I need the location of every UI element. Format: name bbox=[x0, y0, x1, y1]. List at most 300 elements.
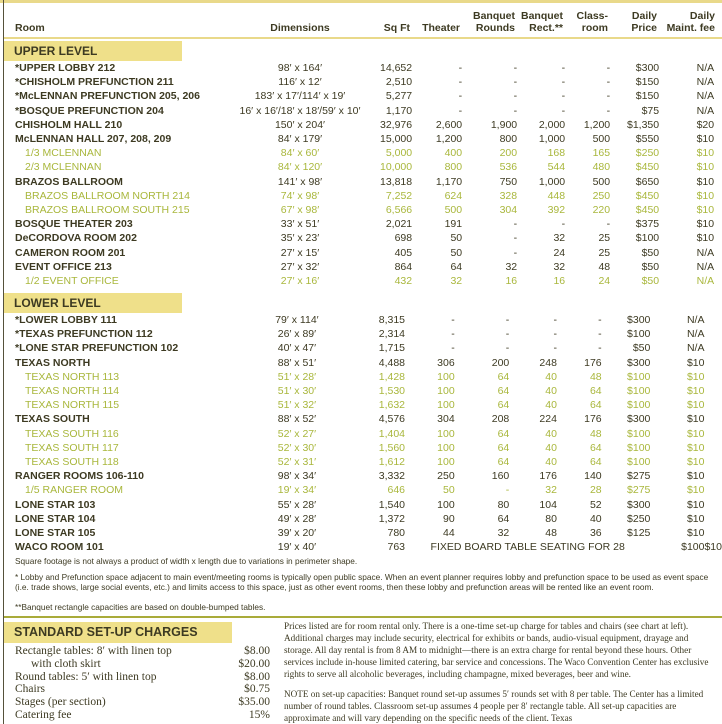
room-name: LONE STAR 105 bbox=[15, 527, 96, 540]
room-sqft: 7,252 bbox=[385, 189, 413, 202]
charge-price: $0.75 bbox=[244, 683, 270, 696]
room-name: BRAZOS BALLROOM SOUTH 215 bbox=[25, 204, 190, 217]
banquet-rounds-capacity: 64 bbox=[497, 441, 510, 454]
banquet-rect-capacity: 32 bbox=[553, 260, 566, 273]
banquet-rect-capacity: - bbox=[561, 218, 566, 231]
note-banquet: **Banquet rectangle capacities are based on double-bumped tables. bbox=[15, 602, 266, 612]
charge-label: Catering fee bbox=[15, 708, 72, 721]
room-sqft: 2,314 bbox=[378, 328, 406, 341]
room-row bbox=[15, 313, 722, 327]
theater-capacity: - bbox=[458, 62, 463, 74]
classroom-capacity: 480 bbox=[592, 161, 611, 174]
room-dimensions: 40′ x 47′ bbox=[277, 342, 317, 355]
banquet-rounds-capacity: - bbox=[513, 246, 518, 259]
room-dimensions: 98′ x 34′ bbox=[277, 470, 317, 483]
charge-label: Stages (per section) bbox=[15, 696, 106, 709]
room-row bbox=[15, 540, 722, 554]
room-dimensions: 84′ x 120′ bbox=[277, 161, 323, 174]
room-name: *CHISHOLM PREFUNCTION 211 bbox=[15, 76, 174, 89]
section-divider bbox=[4, 616, 722, 618]
table-header bbox=[0, 6, 722, 34]
daily-price: $50 bbox=[641, 275, 660, 288]
room-name: TEXAS SOUTH bbox=[15, 413, 90, 426]
daily-maint-fee: $10 bbox=[686, 498, 705, 511]
classroom-capacity: 176 bbox=[584, 413, 602, 426]
theater-capacity: 250 bbox=[437, 470, 455, 483]
room-row bbox=[15, 75, 714, 89]
banquet-rect-capacity: 1,000 bbox=[538, 133, 566, 146]
classroom-capacity: - bbox=[606, 76, 611, 89]
daily-price: $100 bbox=[627, 328, 651, 341]
classroom-capacity: 25 bbox=[598, 232, 611, 245]
daily-price: $50 bbox=[641, 246, 660, 259]
daily-maint-fee: N/A bbox=[686, 328, 705, 341]
room-sqft: 15,000 bbox=[380, 133, 413, 146]
room-row bbox=[15, 327, 722, 341]
theater-capacity: 100 bbox=[437, 385, 455, 398]
banquet-rounds-capacity: - bbox=[505, 484, 510, 497]
daily-maint-fee: $10 bbox=[696, 175, 715, 188]
room-dimensions: 88′ x 52′ bbox=[277, 413, 317, 426]
room-name: RANGER ROOMS 106-110 bbox=[15, 470, 144, 483]
room-dimensions: 16′ x 16′/18′ x 18′/59′ x 10′ bbox=[239, 104, 361, 117]
room-row bbox=[15, 217, 714, 231]
room-sqft: 405 bbox=[394, 246, 413, 259]
classroom-capacity: 48 bbox=[598, 260, 611, 273]
daily-maint-fee: $10 bbox=[704, 541, 722, 554]
theater-capacity: 50 bbox=[450, 232, 463, 245]
classroom-capacity: 64 bbox=[589, 456, 602, 469]
room-dimensions: 39′ x 20′ bbox=[277, 527, 317, 540]
theater-capacity: 50 bbox=[450, 246, 463, 259]
theater-capacity: 1,170 bbox=[435, 175, 463, 188]
daily-maint-fee: $10 bbox=[696, 133, 715, 146]
daily-maint-fee: $10 bbox=[696, 147, 715, 160]
theater-capacity: 100 bbox=[437, 456, 455, 469]
classroom-capacity: - bbox=[606, 218, 611, 231]
daily-maint-fee: N/A bbox=[686, 314, 705, 326]
classroom-capacity: 500 bbox=[592, 133, 611, 146]
room-dimensions: 141′ x 98′ bbox=[277, 175, 323, 188]
room-dimensions: 150′ x 204′ bbox=[274, 118, 326, 131]
room-row bbox=[15, 260, 714, 274]
col-theater: Theater bbox=[422, 22, 460, 34]
room-sqft: 1,372 bbox=[378, 512, 406, 525]
charge-price: 15% bbox=[248, 708, 270, 721]
banquet-rounds-capacity: - bbox=[513, 218, 518, 231]
banquet-rounds-capacity: 208 bbox=[491, 413, 510, 426]
theater-capacity: 100 bbox=[437, 427, 455, 440]
room-row bbox=[15, 104, 714, 118]
classroom-capacity: 250 bbox=[592, 189, 611, 202]
room-dimensions: 52′ x 27′ bbox=[277, 427, 317, 440]
banquet-rect-capacity: 32 bbox=[545, 484, 557, 497]
daily-price: $50 bbox=[641, 260, 660, 273]
banquet-rounds-capacity: 64 bbox=[497, 385, 510, 398]
room-dimensions: 79′ x 114′ bbox=[275, 314, 319, 326]
room-sqft: 6,566 bbox=[385, 204, 413, 217]
banquet-rect-capacity: 16 bbox=[553, 275, 566, 288]
theater-capacity: 800 bbox=[444, 161, 463, 174]
room-name: TEXAS NORTH 115 bbox=[25, 399, 120, 412]
room-name: 1/3 MCLENNAN bbox=[25, 147, 102, 160]
banquet-rounds-capacity: 16 bbox=[505, 275, 518, 288]
theater-capacity: 50 bbox=[443, 484, 455, 497]
daily-price: $100 bbox=[681, 541, 705, 554]
daily-maint-fee: $10 bbox=[686, 441, 705, 454]
classroom-capacity: 64 bbox=[589, 385, 602, 398]
daily-maint-fee: N/A bbox=[696, 260, 715, 273]
daily-price: $50 bbox=[632, 342, 651, 355]
setup-charges-list bbox=[15, 645, 270, 722]
daily-maint-fee: $10 bbox=[686, 427, 705, 440]
room-dimensions: 26′ x 89′ bbox=[277, 328, 317, 341]
room-row bbox=[15, 61, 714, 75]
banquet-rect-capacity: 2,000 bbox=[538, 118, 566, 131]
banquet-rounds-capacity: 64 bbox=[497, 512, 510, 525]
theater-capacity: 500 bbox=[444, 204, 463, 217]
setup-charges-heading: STANDARD SET-UP CHARGES bbox=[4, 622, 232, 643]
room-name: *LONE STAR PREFUNCTION 102 bbox=[15, 342, 179, 355]
room-sqft: 1,560 bbox=[378, 441, 406, 454]
capacity-note: NOTE on set-up capacities: Banquet round set-up assumes 5′ rounds set with 8 per table. The Center has a limited number of round tables. Classroom set-up assumes 4 people per 8′ rectangle table. All set-up capacities are approximate and will vary depending on the specific needs of the client. Texas bbox=[284, 689, 704, 724]
banquet-rounds-capacity: 32 bbox=[497, 527, 510, 540]
daily-maint-fee: $20 bbox=[696, 118, 715, 131]
sub-room-row bbox=[15, 441, 722, 455]
banquet-rounds-capacity: - bbox=[505, 314, 510, 326]
banquet-rect-capacity: 544 bbox=[547, 161, 566, 174]
daily-price: $1,350 bbox=[627, 118, 660, 131]
banquet-rect-capacity: 104 bbox=[539, 498, 557, 511]
banquet-rounds-capacity: - bbox=[505, 328, 510, 341]
banquet-rounds-capacity: 32 bbox=[505, 260, 518, 273]
daily-price: $450 bbox=[635, 161, 660, 174]
room-row bbox=[15, 469, 722, 483]
room-name: TEXAS NORTH 113 bbox=[25, 370, 120, 383]
daily-maint-fee: N/A bbox=[696, 62, 715, 74]
banquet-rounds-capacity: - bbox=[513, 232, 518, 245]
theater-capacity: 32 bbox=[450, 275, 463, 288]
room-dimensions: 55′ x 28′ bbox=[277, 498, 317, 511]
room-name: *McLENNAN PREFUNCTION 205, 206 bbox=[15, 90, 200, 103]
daily-maint-fee: $10 bbox=[686, 370, 705, 383]
room-sqft: 32,976 bbox=[380, 118, 413, 131]
sub-room-row bbox=[15, 398, 722, 412]
classroom-capacity: - bbox=[606, 104, 611, 117]
daily-price: $100 bbox=[627, 441, 651, 454]
classroom-capacity: 64 bbox=[589, 399, 602, 412]
banquet-rounds-capacity: 64 bbox=[497, 427, 510, 440]
theater-capacity: 100 bbox=[437, 399, 455, 412]
daily-price: $300 bbox=[627, 314, 651, 326]
banquet-rounds-capacity: 750 bbox=[499, 175, 518, 188]
classroom-capacity: - bbox=[606, 90, 611, 103]
col-sqft: Sq Ft bbox=[383, 22, 410, 34]
note-sqft: Square footage is not always a product of width x length due to variations in perimeter shape. bbox=[15, 556, 358, 566]
classroom-capacity: 500 bbox=[592, 175, 611, 188]
classroom-capacity: 25 bbox=[598, 246, 611, 259]
theater-capacity: 304 bbox=[437, 413, 455, 426]
room-sqft: 763 bbox=[387, 541, 406, 554]
room-sqft: 646 bbox=[387, 484, 406, 497]
charge-label: Chairs bbox=[15, 683, 46, 696]
sub-room-row bbox=[15, 203, 714, 217]
room-sqft: 4,488 bbox=[378, 356, 406, 369]
daily-price: $300 bbox=[627, 498, 651, 511]
daily-maint-fee: $10 bbox=[686, 356, 705, 369]
room-dimensions: 49′ x 28′ bbox=[277, 512, 317, 525]
classroom-capacity: 40 bbox=[589, 512, 602, 525]
sub-room-row bbox=[15, 189, 714, 203]
charge-price: $35.00 bbox=[238, 696, 270, 709]
classroom-capacity: 28 bbox=[589, 484, 602, 497]
lower-level-heading: LOWER LEVEL bbox=[4, 293, 182, 313]
room-name: 1/2 EVENT OFFICE bbox=[25, 275, 119, 288]
setup-charge-item bbox=[15, 696, 270, 709]
room-sqft: 1,612 bbox=[378, 456, 406, 469]
theater-capacity: - bbox=[458, 76, 463, 89]
room-dimensions: 84′ x 179′ bbox=[277, 133, 323, 146]
room-dimensions: 33′ x 51′ bbox=[280, 218, 320, 231]
daily-maint-fee: N/A bbox=[696, 275, 715, 288]
room-name: *UPPER LOBBY 212 bbox=[15, 62, 116, 74]
charge-price: $8.00 bbox=[244, 645, 270, 657]
col-rect: Banquet Rect.** bbox=[521, 10, 563, 34]
room-sqft: 5,277 bbox=[385, 90, 413, 103]
banquet-rounds-capacity: - bbox=[513, 76, 518, 89]
daily-maint-fee: N/A bbox=[686, 342, 705, 355]
banquet-rect-capacity: 392 bbox=[547, 204, 566, 217]
classroom-capacity: 36 bbox=[589, 527, 602, 540]
banquet-rounds-capacity: 328 bbox=[499, 189, 518, 202]
theater-capacity: 100 bbox=[437, 498, 455, 511]
room-sqft: 1,540 bbox=[378, 498, 406, 511]
room-sqft: 432 bbox=[394, 275, 413, 288]
banquet-rect-capacity: 80 bbox=[545, 512, 557, 525]
room-dimensions: 84′ x 60′ bbox=[280, 147, 320, 160]
room-row bbox=[15, 246, 714, 260]
daily-price: $100 bbox=[627, 427, 651, 440]
daily-maint-fee: $10 bbox=[686, 527, 705, 540]
room-sqft: 2,510 bbox=[385, 76, 413, 89]
sub-room-row bbox=[15, 274, 714, 288]
banquet-rect-capacity: - bbox=[561, 104, 566, 117]
room-dimensions: 116′ x 12′ bbox=[278, 76, 322, 89]
daily-price: $275 bbox=[627, 484, 651, 497]
sub-room-row bbox=[15, 483, 722, 497]
room-row bbox=[15, 412, 722, 426]
daily-maint-fee: $10 bbox=[686, 512, 705, 525]
room-dimensions: 52′ x 30′ bbox=[277, 441, 317, 454]
classroom-capacity: 176 bbox=[584, 356, 602, 369]
upper-level-heading: UPPER LEVEL bbox=[4, 41, 182, 61]
col-classroom: Class- room bbox=[576, 10, 608, 34]
room-row bbox=[15, 498, 722, 512]
header-rule bbox=[4, 37, 722, 39]
daily-maint-fee: $10 bbox=[686, 470, 705, 483]
upper-level-table bbox=[15, 61, 714, 288]
room-dimensions: 27′ x 16′ bbox=[280, 275, 320, 288]
banquet-rect-capacity: - bbox=[553, 342, 557, 355]
theater-capacity: 90 bbox=[443, 512, 455, 525]
banquet-rounds-capacity: 304 bbox=[499, 204, 518, 217]
room-sqft: 1,170 bbox=[385, 104, 413, 117]
banquet-rounds-capacity: - bbox=[513, 104, 518, 117]
daily-maint-fee: $10 bbox=[686, 456, 705, 469]
room-dimensions: 51′ x 28′ bbox=[277, 370, 317, 383]
daily-price: $300 bbox=[635, 62, 660, 74]
daily-price: $300 bbox=[627, 413, 651, 426]
sub-room-row bbox=[15, 146, 714, 160]
daily-price: $450 bbox=[635, 204, 660, 217]
room-sqft: 3,332 bbox=[378, 470, 406, 483]
room-name: 2/3 MCLENNAN bbox=[25, 161, 102, 174]
banquet-rect-capacity: 224 bbox=[539, 413, 557, 426]
daily-maint-fee: $10 bbox=[696, 189, 715, 202]
room-name: LONE STAR 103 bbox=[15, 498, 96, 511]
theater-capacity: - bbox=[458, 104, 463, 117]
daily-price: $275 bbox=[627, 470, 651, 483]
theater-capacity: - bbox=[451, 328, 455, 341]
theater-capacity: 400 bbox=[444, 147, 463, 160]
room-sqft: 864 bbox=[394, 260, 413, 273]
banquet-rect-capacity: 40 bbox=[545, 427, 557, 440]
daily-maint-fee: $10 bbox=[686, 484, 705, 497]
room-row bbox=[15, 512, 722, 526]
banquet-rect-capacity: 40 bbox=[545, 370, 557, 383]
room-name: EVENT OFFICE 213 bbox=[15, 260, 112, 273]
setup-charge-item bbox=[15, 658, 270, 671]
classroom-capacity: 64 bbox=[589, 441, 602, 454]
classroom-capacity: 24 bbox=[598, 275, 611, 288]
room-dimensions: 74′ x 98′ bbox=[280, 189, 320, 202]
room-sqft: 4,576 bbox=[378, 413, 406, 426]
room-dimensions: 51′ x 32′ bbox=[277, 399, 317, 412]
room-name: McLENNAN HALL 207, 208, 209 bbox=[15, 133, 172, 146]
room-sqft: 8,315 bbox=[378, 314, 406, 326]
theater-capacity: 2,600 bbox=[435, 118, 463, 131]
room-name: WACO ROOM 101 bbox=[15, 541, 104, 554]
pricing-info: Prices listed are for room rental only. There is a one-time set-up charge for tables and chairs (see chart at left). Additional charges may include security, electrical for exhibits or bands, audio-visual equipment, drayage and storage. All day rental is from 8 AM to midnight—there is an extra charge for rental beyond these hours. Other services include in-house limited catering, bar service and concessions. The Waco Convention Center has exclusive rights to serve all alcoholic beverages, including champagne, mixed beverages, beer and wine. bbox=[284, 621, 709, 680]
room-name: *TEXAS PREFUNCTION 112 bbox=[15, 328, 153, 341]
banquet-rounds-capacity: 160 bbox=[491, 470, 510, 483]
banquet-rect-capacity: - bbox=[561, 62, 566, 74]
sub-room-row bbox=[15, 370, 722, 384]
room-name: LONE STAR 104 bbox=[15, 512, 96, 525]
theater-capacity: 1,200 bbox=[435, 133, 463, 146]
banquet-rect-capacity: 248 bbox=[539, 356, 557, 369]
classroom-capacity: 48 bbox=[589, 427, 602, 440]
room-name: TEXAS SOUTH 118 bbox=[25, 456, 119, 469]
banquet-rect-capacity: 24 bbox=[553, 246, 566, 259]
banquet-rect-capacity: - bbox=[561, 76, 566, 89]
room-row bbox=[15, 118, 714, 132]
banquet-rounds-capacity: - bbox=[513, 90, 518, 103]
sub-room-row bbox=[15, 427, 722, 441]
room-dimensions: 183′ x 17′/114′ x 19′ bbox=[254, 90, 346, 103]
room-row bbox=[15, 175, 714, 189]
banquet-rounds-capacity: 64 bbox=[497, 399, 510, 412]
daily-price: $150 bbox=[635, 76, 660, 89]
room-sqft: 10,000 bbox=[380, 161, 413, 174]
theater-capacity: 624 bbox=[444, 189, 463, 202]
sub-room-row bbox=[15, 384, 722, 398]
daily-price: $100 bbox=[627, 399, 651, 412]
banquet-rounds-capacity: 200 bbox=[499, 147, 518, 160]
banquet-rect-capacity: - bbox=[553, 328, 557, 341]
room-dimensions: 51′ x 30′ bbox=[277, 385, 317, 398]
banquet-rect-capacity: 176 bbox=[539, 470, 557, 483]
theater-capacity: 100 bbox=[437, 441, 455, 454]
room-sqft: 780 bbox=[387, 527, 406, 540]
banquet-rounds-capacity: 200 bbox=[491, 356, 510, 369]
daily-maint-fee: $10 bbox=[696, 232, 715, 245]
room-name: CHISHOLM HALL 210 bbox=[15, 118, 123, 131]
setup-charge-item bbox=[15, 671, 270, 684]
charge-label: Round tables: 5′ with linen top bbox=[15, 670, 157, 683]
banquet-rounds-capacity: 64 bbox=[497, 456, 510, 469]
room-dimensions: 98′ x 164′ bbox=[277, 62, 323, 74]
note-lobby: * Lobby and Prefunction space adjacent to main event/meeting rooms is typically open public space. When an event planner requires lobby and prefunction space to be used as event space (i.e. trade shows, large social events, etc.) and limits access to this space, just as other event rooms, then these lobby and prefunction areas will be rented like an event room. bbox=[15, 572, 709, 592]
banquet-rect-capacity: 168 bbox=[547, 147, 566, 160]
room-name: DeCORDOVA ROOM 202 bbox=[15, 232, 137, 245]
banquet-rounds-capacity: 1,900 bbox=[490, 118, 518, 131]
room-dimensions: 67′ x 98′ bbox=[280, 204, 320, 217]
room-sqft: 5,000 bbox=[385, 147, 413, 160]
charge-label: Rectangle tables: 8′ with linen top bbox=[15, 645, 172, 657]
banquet-rounds-capacity: 80 bbox=[497, 498, 510, 511]
room-name: CAMERON ROOM 201 bbox=[15, 246, 126, 259]
room-name: BRAZOS BALLROOM NORTH 214 bbox=[25, 189, 190, 202]
room-dimensions: 27′ x 32′ bbox=[280, 260, 320, 273]
col-room: Room bbox=[15, 22, 45, 34]
daily-maint-fee: $10 bbox=[686, 385, 705, 398]
room-name: BOSQUE THEATER 203 bbox=[15, 218, 133, 231]
daily-maint-fee: $10 bbox=[696, 161, 715, 174]
sub-room-row bbox=[15, 455, 722, 469]
daily-maint-fee: $10 bbox=[686, 413, 705, 426]
lower-level-table bbox=[15, 313, 722, 554]
daily-maint-fee: N/A bbox=[696, 90, 715, 103]
daily-price: $125 bbox=[627, 527, 651, 540]
setup-charge-item bbox=[15, 709, 270, 722]
room-name: TEXAS NORTH 114 bbox=[25, 385, 120, 398]
daily-price: $250 bbox=[627, 512, 651, 525]
sub-room-row bbox=[15, 160, 714, 174]
room-row bbox=[15, 89, 714, 103]
daily-price: $250 bbox=[635, 147, 660, 160]
room-name: *LOWER LOBBY 111 bbox=[15, 314, 117, 326]
room-sqft: 1,404 bbox=[378, 427, 406, 440]
banquet-rounds-capacity: 64 bbox=[497, 370, 510, 383]
banquet-rect-capacity: 448 bbox=[547, 189, 566, 202]
room-name: TEXAS SOUTH 116 bbox=[25, 427, 119, 440]
room-name: TEXAS SOUTH 117 bbox=[25, 441, 119, 454]
daily-maint-fee: N/A bbox=[696, 76, 715, 89]
room-row bbox=[15, 356, 722, 370]
theater-capacity: 100 bbox=[437, 370, 455, 383]
room-dimensions: 19′ x 34′ bbox=[277, 484, 317, 497]
room-dimensions: 88′ x 51′ bbox=[277, 356, 317, 369]
room-dimensions: 35′ x 23′ bbox=[280, 232, 320, 245]
banquet-rect-capacity: 1,000 bbox=[538, 175, 566, 188]
room-name: BRAZOS BALLROOM bbox=[15, 175, 123, 188]
banquet-rect-capacity: 32 bbox=[553, 232, 566, 245]
theater-capacity: 44 bbox=[443, 527, 455, 540]
theater-capacity: 191 bbox=[444, 218, 463, 231]
banquet-rounds-capacity: 536 bbox=[499, 161, 518, 174]
daily-price: $550 bbox=[635, 133, 660, 146]
